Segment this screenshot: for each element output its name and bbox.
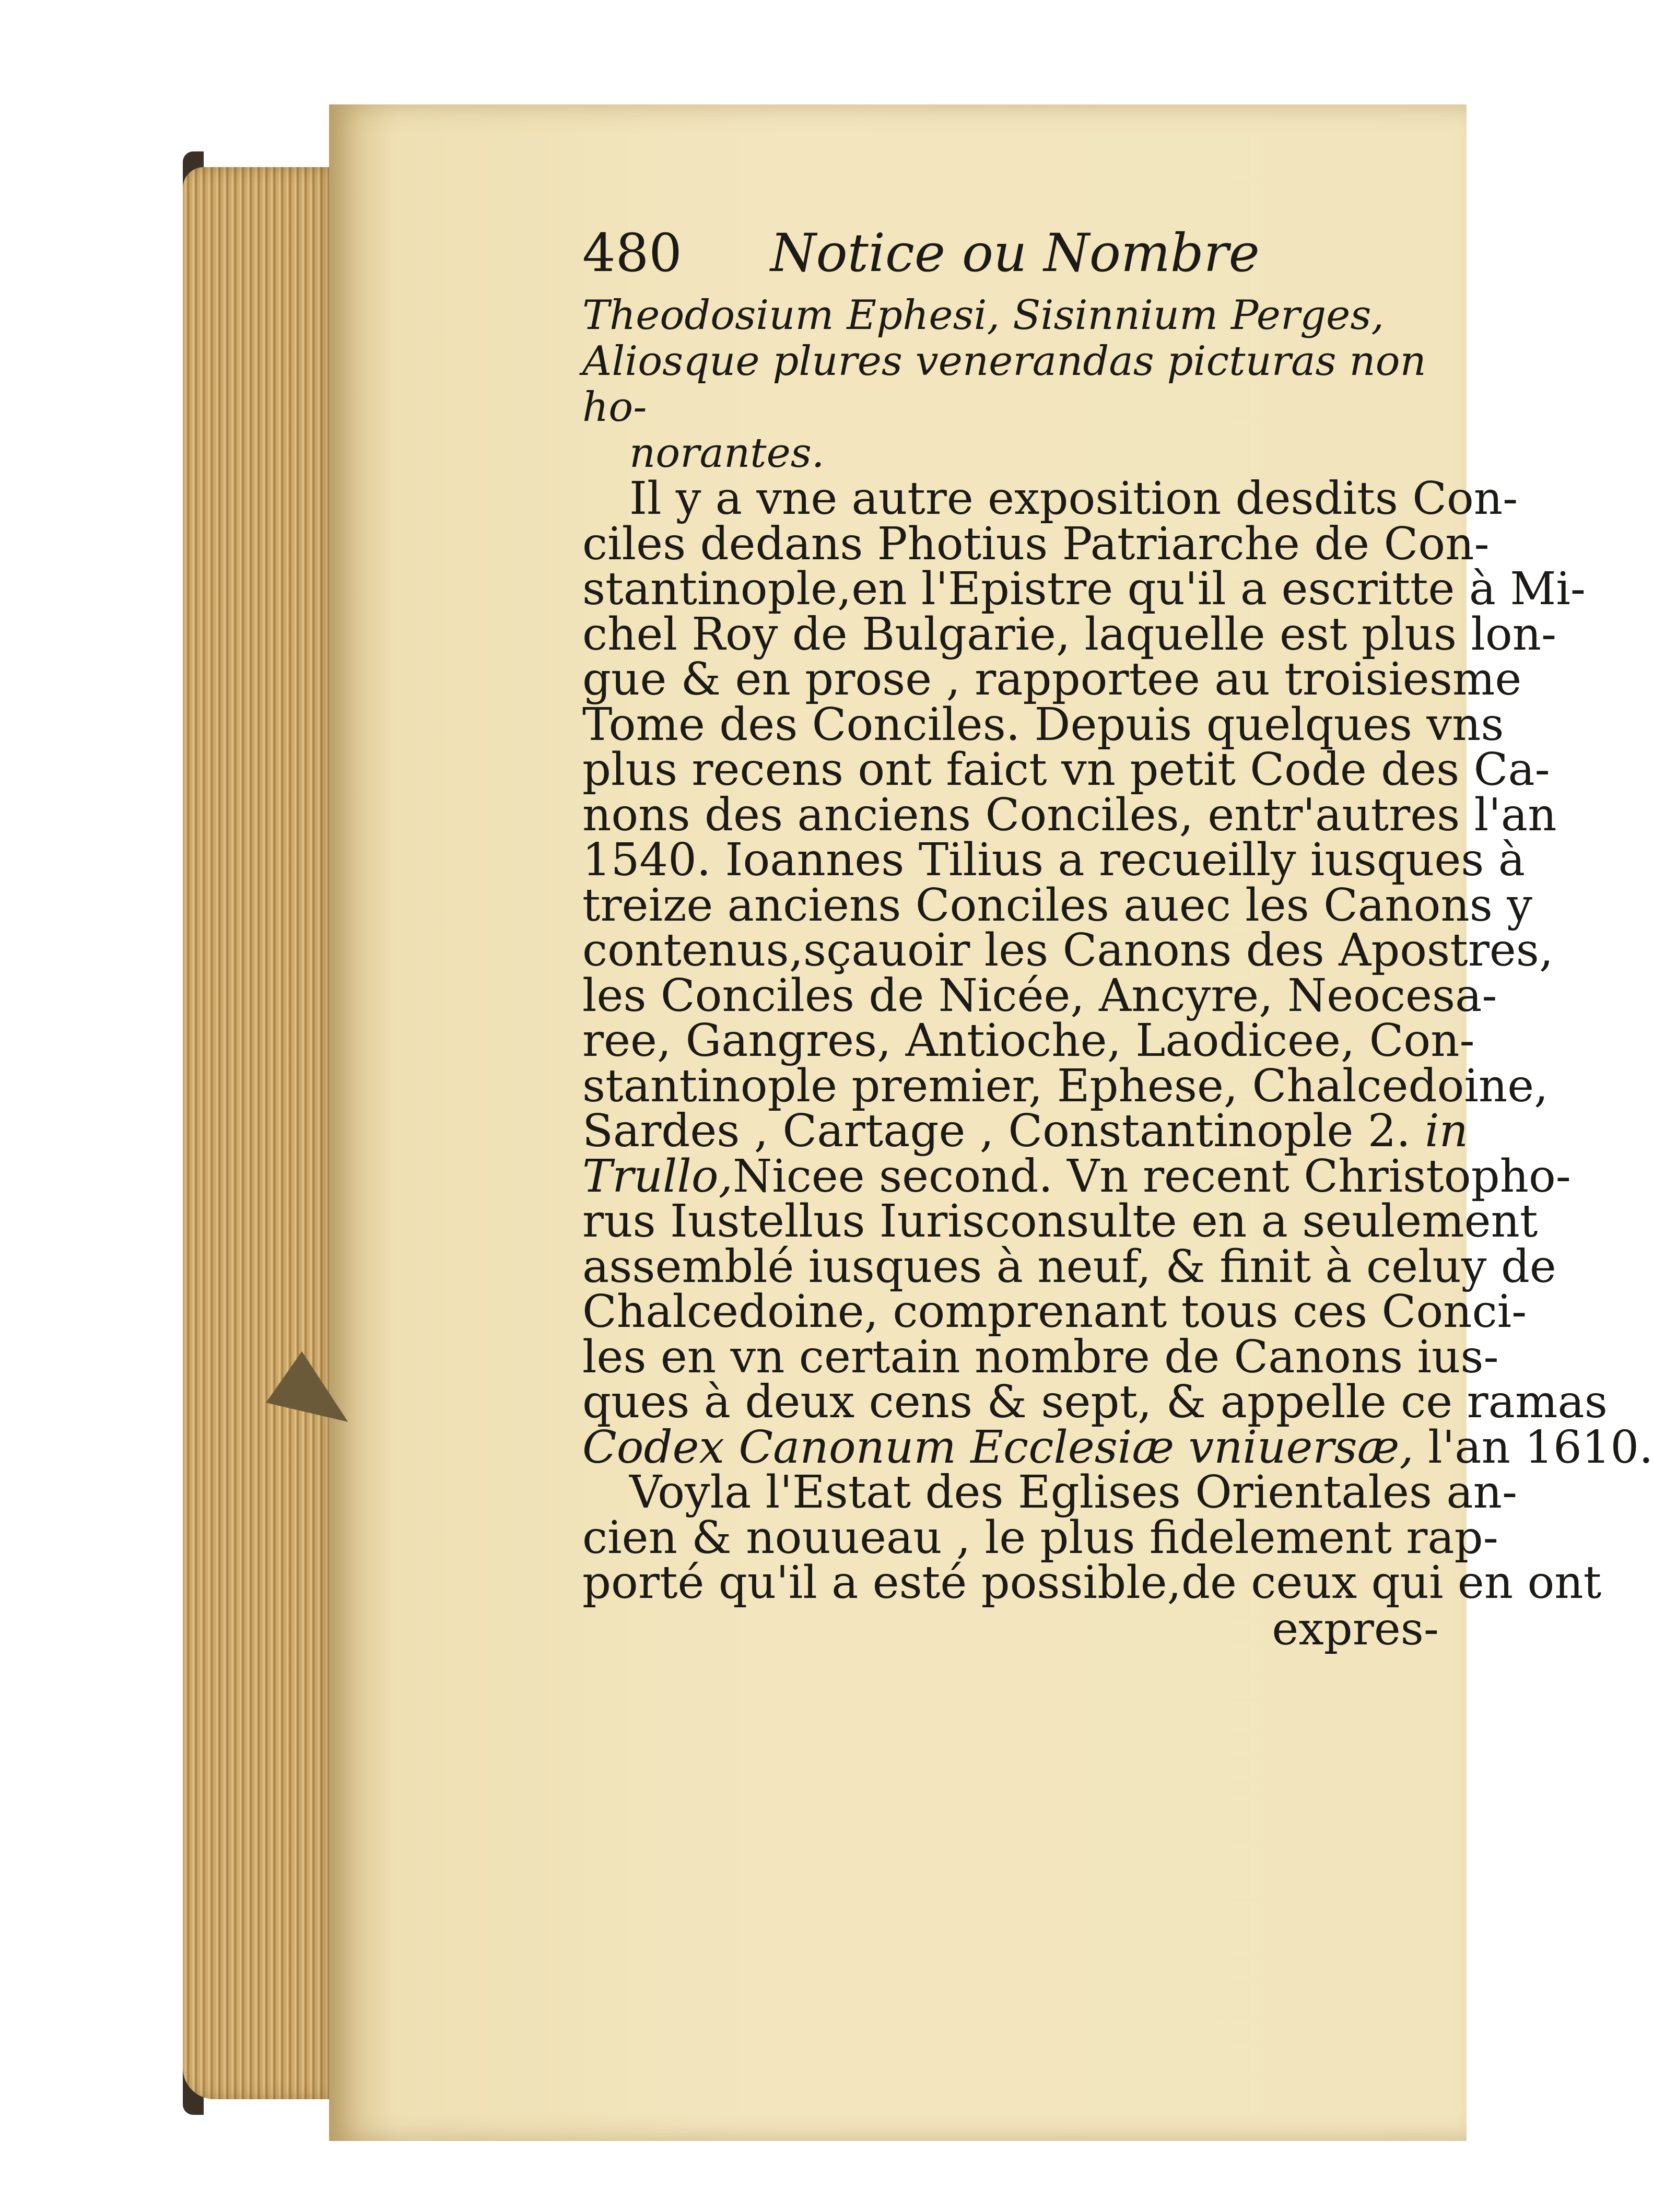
text-line: les Conciles de Nicée, Ancyre, Neocesa- [582,969,1497,1022]
text-line-segment: Sardes , Cartage , Constantinople 2. [582,1105,1411,1157]
text-line [582,1421,1653,1474]
catchword: expres- [1272,1603,1439,1655]
text-line [582,1105,1469,1157]
text-line: assemblé iusques à neuf, & finit à celuy de [582,1240,1556,1293]
text-line: ques à deux cens & sept, & appelle ce ramas [582,1376,1608,1428]
italic-codex: Codex Canonum Ecclesiæ vniuersæ, [582,1421,1414,1474]
page-number: 480 [582,222,682,284]
quote-line: Aliosque plures venerandas picturas non ho- [582,338,1426,431]
text-line: Chalcedoine, comprenant tous ces Conci- [582,1286,1527,1338]
text-line: rus Iustellus Iurisconsulte en a seulement [582,1195,1538,1248]
text-line: 1540. Ioannes Tilius a recueilly iusques à [582,834,1526,886]
quote-line: norantes. [629,430,825,477]
text-line: ciles dedans Photius Patriarche de Con- [582,517,1490,570]
text-line: treize anciens Conciles auec les Canons y [582,879,1532,932]
text-line: chel Roy de Bulgarie, laquelle est plus lon- [582,608,1557,661]
text-line: cien & nouueau , le plus fidelement rap- [582,1511,1498,1564]
text-line: ree, Gangres, Antioche, Laodicee, Con- [582,1015,1475,1067]
text-line: porté qu'il a esté possible,de ceux qui en ont [582,1557,1602,1609]
text-line: stantinople,en l'Epistre qu'il a escritte à Mi- [582,563,1586,615]
quote-line: Theodosium Ephesi, Sisinnium Perges, [582,292,1385,339]
italic-in: in [1425,1105,1469,1157]
page-text [582,219,1653,1655]
text-line: nons des anciens Conciles, entr'autres l'an [582,789,1557,841]
text-line: Voyla l'Estat des Eglises Orientales an- [629,1466,1518,1519]
text-line [582,1150,1571,1203]
paragraph-councils [582,473,1653,1474]
text-line: plus recens ont faict vn petit Code des Ca- [582,744,1550,796]
italic-trullo: Trullo, [582,1150,733,1203]
text-line: gue & en prose , rapportee au troisiesme [582,653,1522,705]
text-line-segment: Nicee second. Vn recent Christopho- [732,1150,1571,1203]
text-line: les en vn certain nombre de Canons ius- [582,1331,1499,1383]
text-line: stantinople premier, Ephese, Chalcedoine, [582,1060,1549,1112]
text-line-segment: l'an 1610. [1428,1421,1653,1474]
running-title: Notice ou Nombre [770,222,1260,284]
latin-quote [582,292,1439,476]
text-line: contenus,sçauoir les Canons des Apostres, [582,924,1554,976]
page-edges [183,167,339,2099]
text-line: Il y a vne autre exposition desdits Con- [629,473,1518,525]
paragraph-conclusion [582,1466,1602,1609]
running-header [582,219,1439,287]
text-line: Tome des Conciles. Depuis quelques vns [582,698,1504,751]
